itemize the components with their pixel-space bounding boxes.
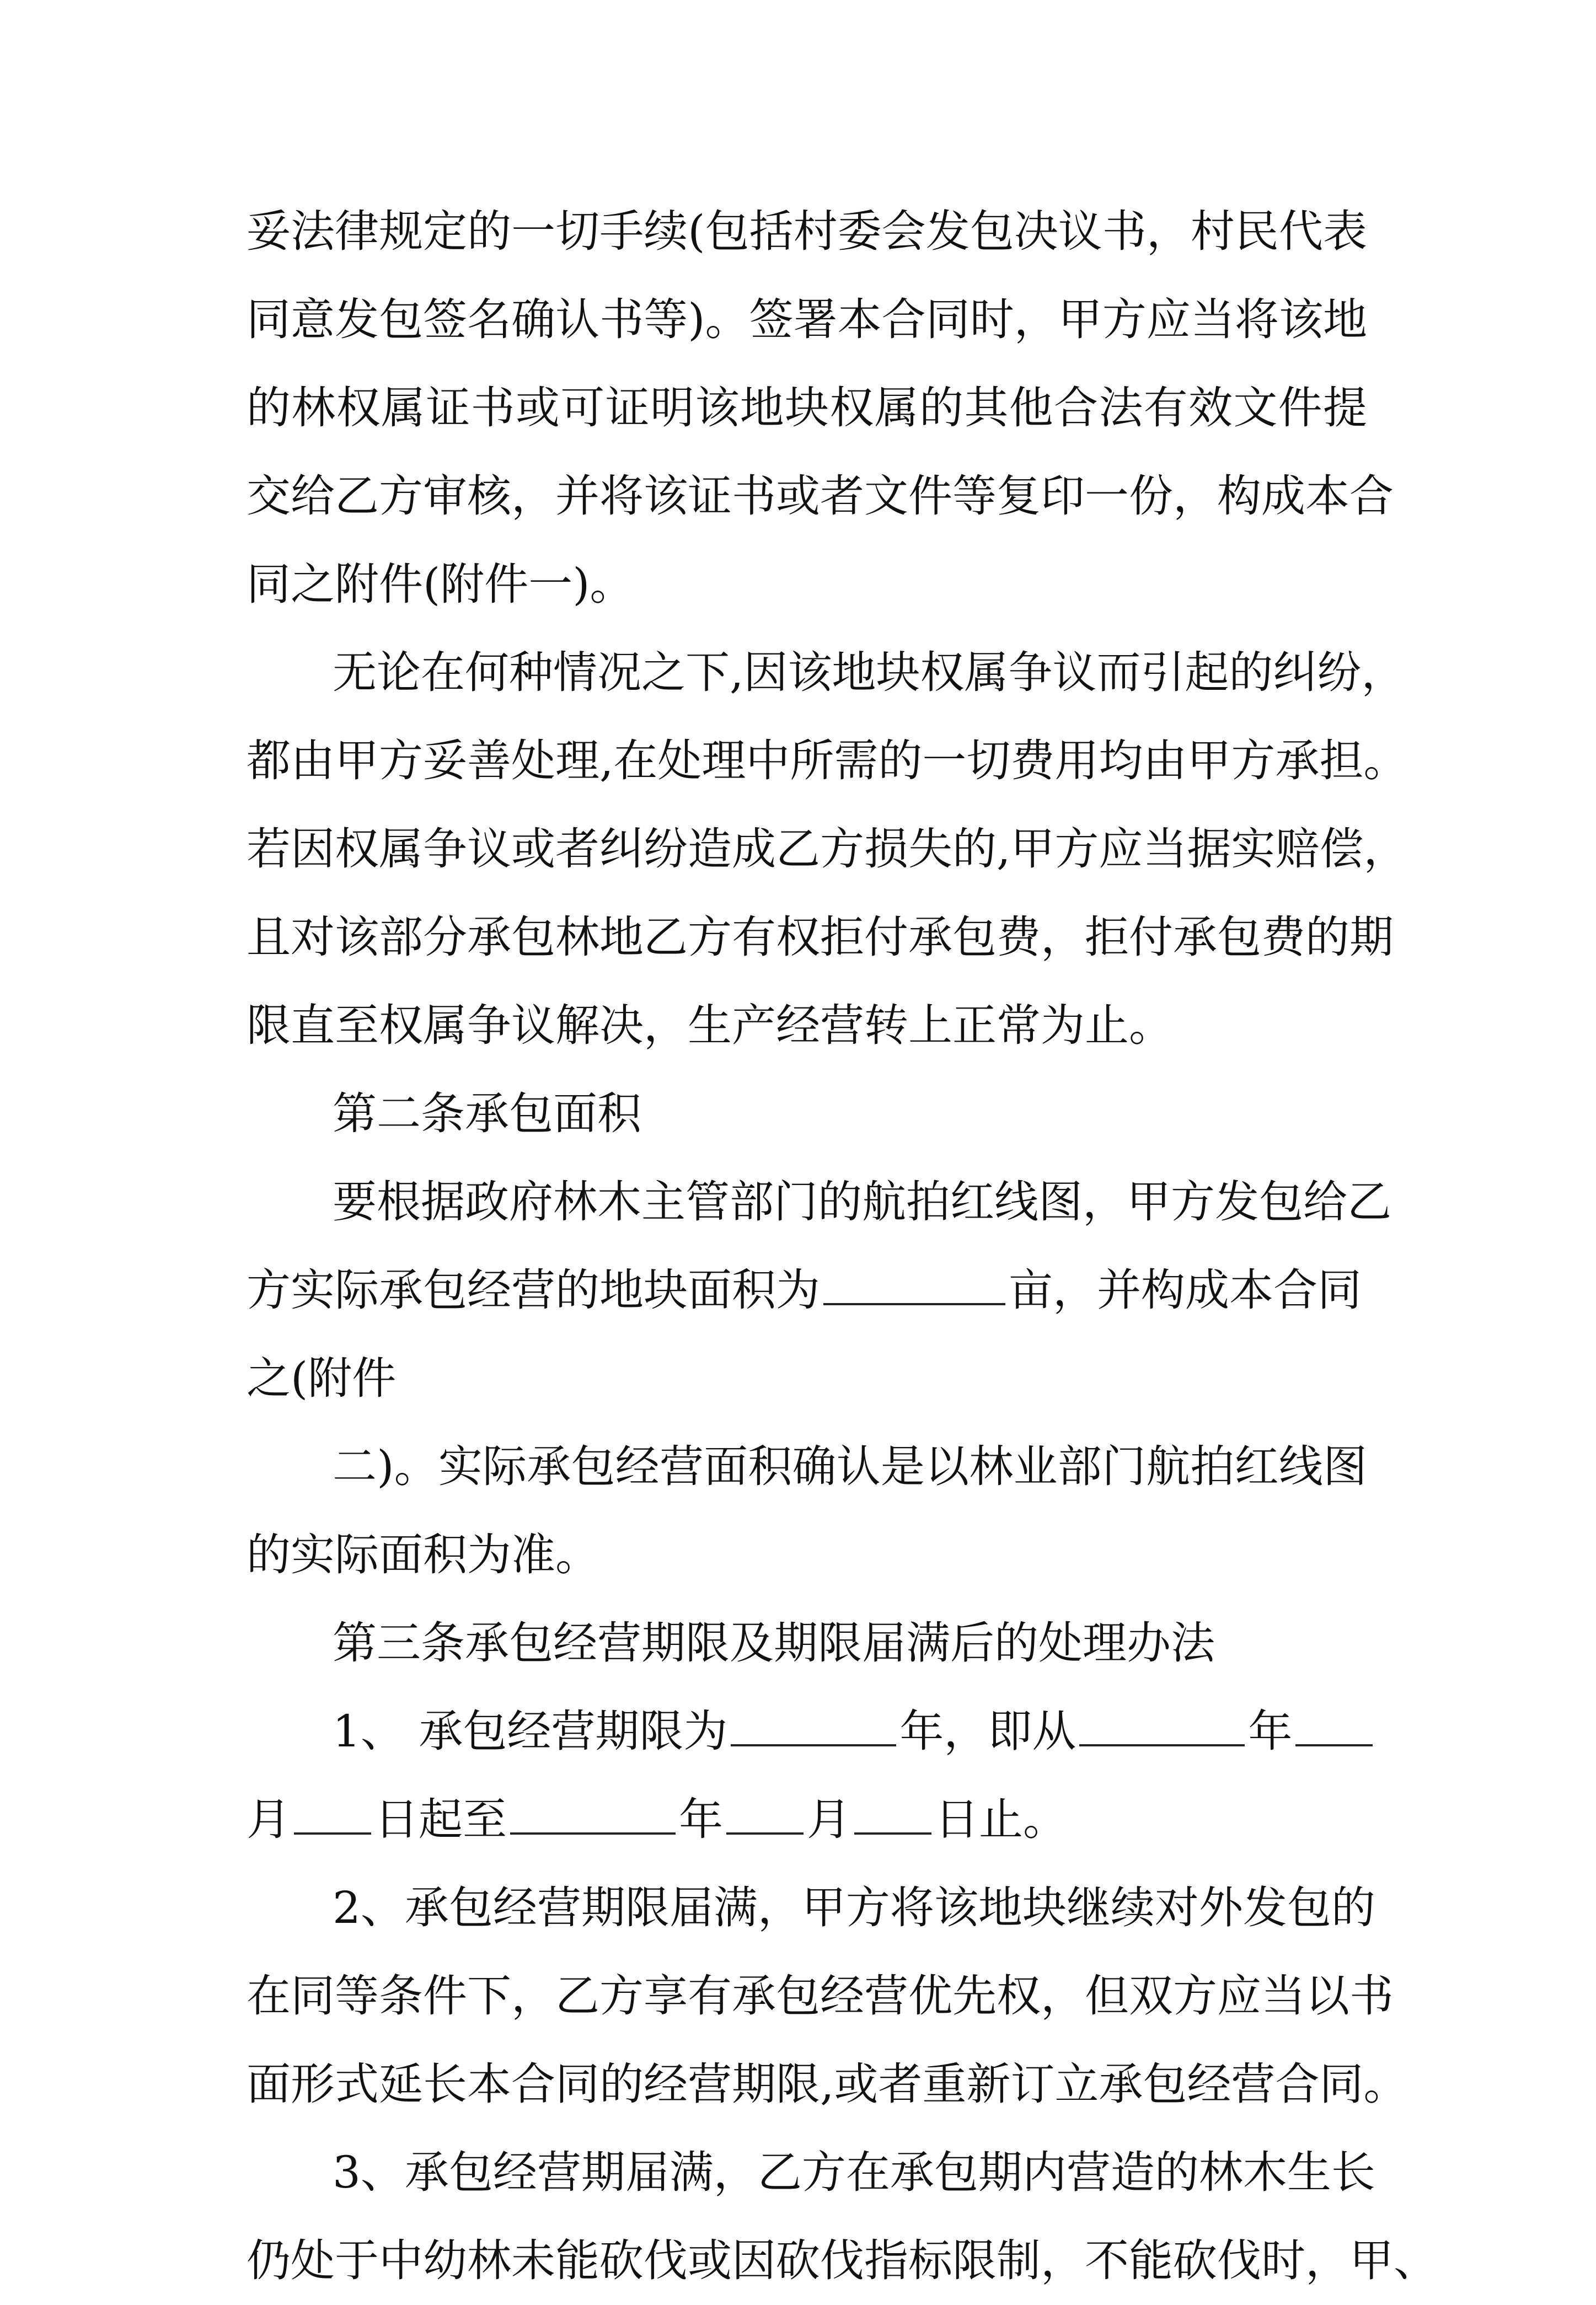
fill-in-blank (731, 1712, 896, 1746)
text-line: 的实际面积为准。 (247, 1529, 599, 1580)
text-line: 限直至权属争议解决，生产经营转上正常为止。 (247, 1000, 1173, 1051)
text-line: 无论在何种情况之下,因该地块权属争议而引起的纠纷， (333, 647, 1406, 698)
text-line: 二)。实际承包经营面积确认是以林业部门航拍红线图 (333, 1441, 1367, 1492)
fill-in-blank (510, 1800, 676, 1835)
section-heading: 第三条承包经营期限及期限届满后的处理办法 (333, 1617, 1215, 1669)
text-line: 的林权属证书或可证明该地块权属的其他合法有效文件提 (247, 382, 1367, 433)
text-line (247, 1687, 1367, 1776)
text-segment: 方实际承包经营的地块面积为 (247, 1264, 820, 1316)
text-segment: 月 (807, 1794, 851, 1845)
text-segment: 年 (679, 1794, 723, 1845)
text-segment: 年，即从 (899, 1706, 1077, 1757)
text-line: 都由甲方妥善处理,在处理中所需的一切费用均由甲方承担。 (247, 735, 1408, 786)
text-line: 交给乙方审核，并将该证书或者文件等复印一份，构成本合 (247, 470, 1394, 522)
text-line (247, 1246, 1367, 1334)
text-segment: 月 (247, 1794, 291, 1845)
text-segment: 1、 承包经营期限为 (333, 1706, 728, 1757)
text-line: 妥法律规定的一切手续(包括村委会发包决议书，村民代表 (247, 206, 1367, 257)
fill-in-blank (1295, 1712, 1373, 1746)
text-segment: 亩，并构成本合同 (1009, 1264, 1362, 1316)
document-body (247, 187, 1438, 2305)
text-segment: 日起至 (374, 1794, 507, 1845)
text-line: 若因权属争议或者纠纷造成乙方损失的,甲方应当据实赔偿， (247, 823, 1408, 875)
fill-in-blank (823, 1271, 1005, 1305)
section-heading: 第二条承包面积 (333, 1088, 641, 1139)
fill-in-blank (726, 1800, 804, 1835)
fill-in-blank (854, 1800, 931, 1835)
text-line: 在同等条件下，乙方享有承包经营优先权，但双方应当以书 (247, 1970, 1394, 2022)
text-line: 要根据政府林木主管部门的航拍红线图，甲方发包给乙 (333, 1176, 1391, 1227)
text-line: 同之附件(附件一)。 (247, 559, 634, 610)
text-line: 之(附件 (247, 1353, 397, 1404)
fill-in-blank (1079, 1712, 1245, 1746)
text-segment: 日止。 (935, 1794, 1067, 1845)
text-line: 同意发包签名确认书等)。签署本合同时，甲方应当将该地 (247, 294, 1367, 345)
text-line: 2、承包经营期限届满，甲方将该地块继续对外发包的 (333, 1882, 1375, 1933)
fill-in-blank (294, 1800, 371, 1835)
text-segment: 年 (1248, 1706, 1293, 1757)
text-line (247, 1776, 1367, 1864)
text-line: 面形式延长本合同的经营期限,或者重新订立承包经营合同。 (247, 2059, 1408, 2110)
text-line: 3、承包经营期届满，乙方在承包期内营造的林木生长 (333, 2147, 1375, 2198)
text-line: 仍处于中幼林未能砍伐或因砍伐指标限制，不能砍伐时，甲、 (247, 2235, 1438, 2286)
text-line: 且对该部分承包林地乙方有权拒付承包费，拒付承包费的期 (247, 912, 1394, 963)
